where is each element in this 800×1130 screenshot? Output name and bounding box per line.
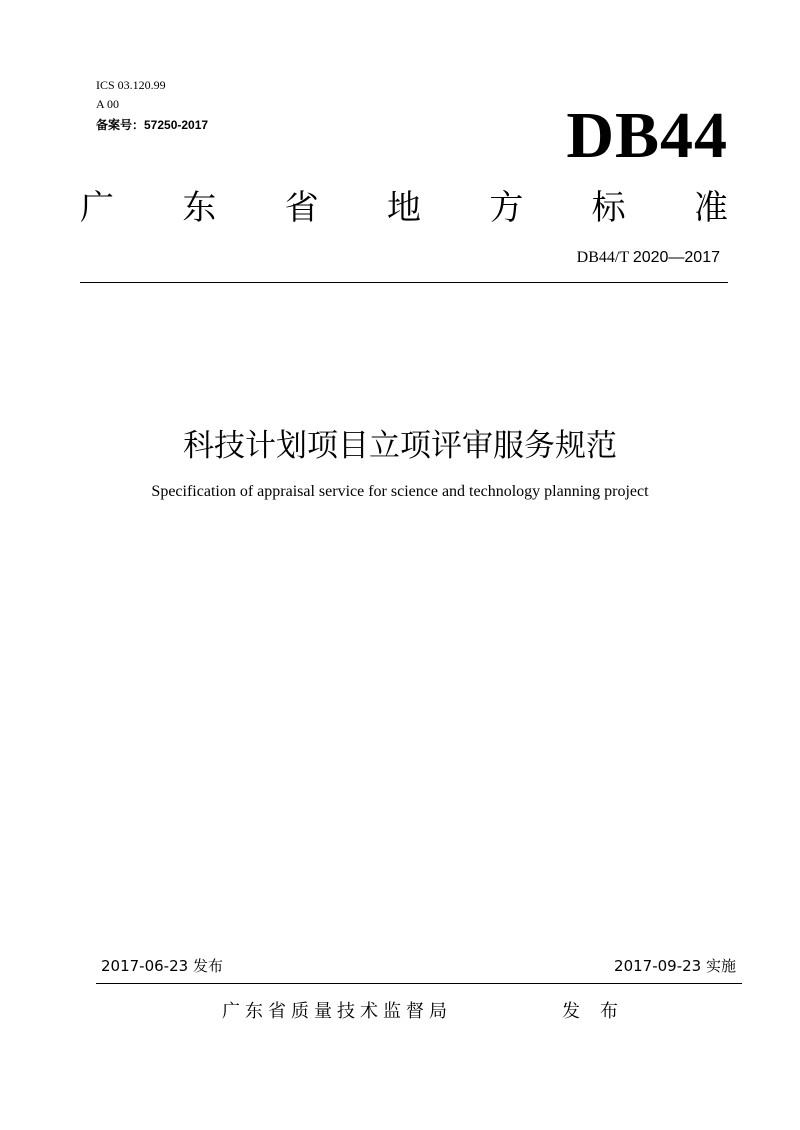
issue-label: 发布	[562, 1001, 638, 1022]
classification-code: A 00	[96, 97, 120, 111]
db-code-logo: DB44	[566, 99, 728, 172]
standard-type-char: 准	[693, 188, 728, 228]
title-chinese: 科技计划项目立项评审服务规范	[183, 428, 617, 464]
title-english: Specification of appraisal service for science and technology planning project	[151, 483, 649, 500]
ics-code: ICS 03.120.99	[96, 78, 166, 92]
footer-divider	[96, 983, 742, 984]
header-divider	[80, 282, 728, 283]
standard-type-char: 标	[591, 188, 626, 228]
publish-date: 2017-06-23 发布	[101, 957, 223, 975]
standard-type-char: 广	[80, 188, 114, 228]
standard-type-char: 方	[489, 188, 524, 228]
standard-type-heading	[80, 183, 728, 233]
standard-number-year: 2020—2017	[632, 249, 720, 266]
issuing-authority: 广东省质量技术监督局	[222, 1001, 452, 1022]
standard-type-char: 省	[284, 188, 319, 228]
implement-date: 2017-09-23 实施	[614, 957, 736, 975]
record-number: 备案号：57250-2017	[96, 118, 209, 132]
standard-type-char: 东	[182, 188, 217, 228]
standard-number-prefix: DB44/T	[576, 249, 633, 266]
standard-number	[577, 248, 720, 268]
standard-type-char: 地	[386, 188, 421, 228]
